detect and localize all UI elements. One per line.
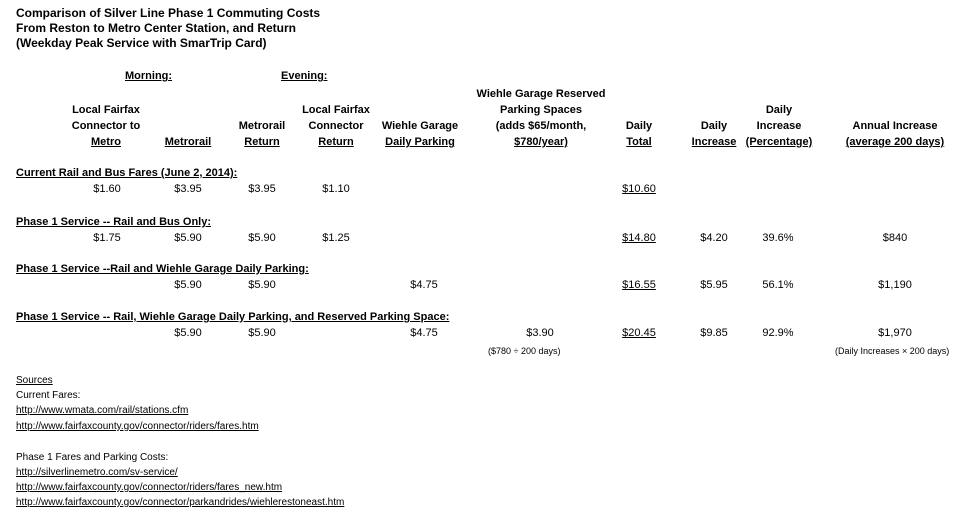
source-link-wmata[interactable]: http://www.wmata.com/rail/stations.cfm — [16, 405, 189, 416]
header-connector-to-metro: Local Fairfax Connector to Metro — [71, 104, 141, 148]
cell-daily-increase: $4.20 — [700, 232, 728, 244]
header-daily-total: Daily Total — [625, 120, 653, 148]
evening-label: Evening: — [281, 70, 328, 82]
cell-metrorail-return: $5.90 — [248, 327, 276, 339]
note-reserved-calc: ($780 ÷ 200 days) — [488, 346, 561, 356]
cell-metrorail: $5.90 — [174, 327, 202, 339]
header-garage-daily: Wiehle Garage Daily Parking — [381, 120, 459, 148]
cell-metrorail-return: $3.95 — [248, 183, 276, 195]
cell-daily-increase: $9.85 — [700, 327, 728, 339]
header-metrorail-return: Metrorail Return — [238, 120, 286, 148]
cell-garage-daily: $4.75 — [410, 279, 438, 291]
section-label-rail-garage: Phase 1 Service --Rail and Wiehle Garage Daily Parking: — [16, 263, 309, 275]
cell-annual-increase: $840 — [882, 232, 908, 244]
cell-metrorail: $5.90 — [174, 232, 202, 244]
source-link-wiehle-park-and-ride[interactable]: http://www.fairfaxcounty.gov/connector/parkandrides/wiehlerestoneast.htm — [16, 497, 345, 508]
cell-daily-total: $14.80 — [622, 232, 656, 244]
sources-heading: Sources — [16, 375, 53, 386]
source-link-connector-fares-new[interactable]: http://www.fairfaxcounty.gov/connector/riders/fares_new.htm — [16, 482, 283, 493]
title-line-2: From Reston to Metro Center Station, and Return — [16, 21, 297, 35]
cell-connector-return: $1.10 — [322, 183, 350, 195]
phase1-costs-label: Phase 1 Fares and Parking Costs: — [16, 452, 169, 463]
cell-daily-increase: $5.95 — [700, 279, 728, 291]
source-link-silverline[interactable]: http://silverlinemetro.com/sv-service/ — [16, 467, 178, 478]
header-garage-reserved: Wiehle Garage Reserved Parking Spaces (adds $65/month, $780/year) — [476, 88, 606, 148]
title-line-3: (Weekday Peak Service with SmarTrip Card) — [16, 36, 267, 50]
source-link-connector-fares[interactable]: http://www.fairfaxcounty.gov/connector/riders/fares.htm — [16, 421, 259, 432]
cell-daily-total: $10.60 — [622, 183, 656, 195]
current-fares-label: Current Fares: — [16, 390, 81, 401]
cell-metrorail: $3.95 — [174, 183, 202, 195]
section-label-rail-bus: Phase 1 Service -- Rail and Bus Only: — [16, 216, 212, 228]
cell-connector-return: $1.25 — [322, 232, 350, 244]
note-annual-calc: (Daily Increases × 200 days) — [835, 346, 950, 356]
cell-garage-reserved: $3.90 — [526, 327, 554, 339]
cell-daily-increase-pct: 56.1% — [762, 279, 794, 291]
cell-daily-increase-pct: 92.9% — [762, 327, 794, 339]
title-line-1: Comparison of Silver Line Phase 1 Commuting Costs — [16, 6, 321, 20]
morning-label: Morning: — [125, 70, 173, 82]
cell-garage-daily: $4.75 — [410, 327, 438, 339]
cell-connector-to-metro: $1.75 — [93, 232, 121, 244]
cell-metrorail-return: $5.90 — [248, 279, 276, 291]
header-connector-return: Local Fairfax Connector Return — [302, 104, 370, 148]
header-daily-increase-pct: Daily Increase (Percentage) — [745, 104, 813, 148]
cell-daily-total: $20.45 — [622, 327, 656, 339]
cell-daily-increase-pct: 39.6% — [762, 232, 794, 244]
cell-connector-to-metro: $1.60 — [93, 183, 121, 195]
cell-metrorail: $5.90 — [174, 279, 202, 291]
cell-annual-increase: $1,190 — [878, 279, 912, 291]
header-daily-increase: Daily Increase — [691, 120, 737, 148]
header-metrorail: Metrorail — [164, 136, 212, 148]
section-label-current: Current Rail and Bus Fares (June 2, 2014): — [16, 167, 238, 179]
header-annual-increase: Annual Increase (average 200 days) — [845, 120, 945, 148]
section-label-rail-garage-reserved: Phase 1 Service -- Rail, Wiehle Garage Daily Parking, and Reserved Parking Space: — [16, 311, 450, 323]
cell-metrorail-return: $5.90 — [248, 232, 276, 244]
cell-daily-total: $16.55 — [622, 279, 656, 291]
cell-annual-increase: $1,970 — [878, 327, 912, 339]
